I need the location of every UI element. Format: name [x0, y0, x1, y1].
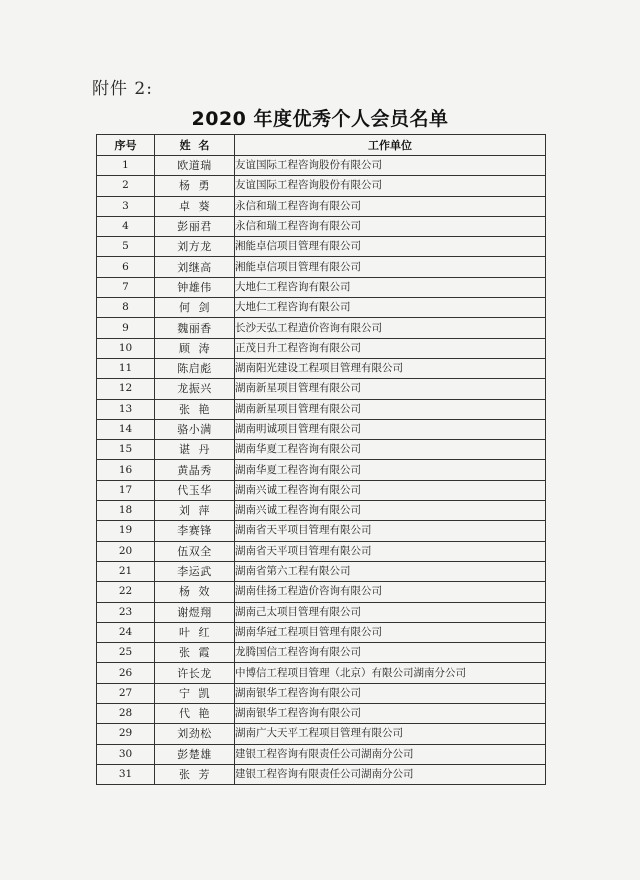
- member-name-cell: 欧道瑞: [155, 156, 235, 176]
- member-name-cell: 宁 凯: [155, 683, 235, 703]
- table-row: [97, 318, 546, 338]
- member-name-cell: 骆小满: [155, 419, 235, 439]
- table-row: [97, 764, 546, 784]
- work-unit-cell: 中博信工程项目管理（北京）有限公司湖南分公司: [235, 663, 546, 683]
- member-name-cell: 谢煜翔: [155, 602, 235, 622]
- member-name-cell: 顾 涛: [155, 338, 235, 358]
- header-serial-number: 序号: [97, 135, 155, 156]
- member-name-cell: 伍双全: [155, 541, 235, 561]
- serial-number-cell: 19: [97, 521, 155, 541]
- table-row: [97, 298, 546, 318]
- work-unit-cell: 长沙天弘工程造价咨询有限公司: [235, 318, 546, 338]
- member-name-cell: 卓 葵: [155, 196, 235, 216]
- serial-number-cell: 2: [97, 176, 155, 196]
- work-unit-cell: 建银工程咨询有限责任公司湖南分公司: [235, 764, 546, 784]
- table-row: [97, 744, 546, 764]
- table-body: [97, 156, 546, 785]
- member-name-cell: 李赛锋: [155, 521, 235, 541]
- table-row: [97, 176, 546, 196]
- member-name-cell: 龙振兴: [155, 379, 235, 399]
- member-name-cell: 张 芳: [155, 764, 235, 784]
- work-unit-cell: 正茂日升工程咨询有限公司: [235, 338, 546, 358]
- serial-number-cell: 31: [97, 764, 155, 784]
- member-name-cell: 张 霞: [155, 643, 235, 663]
- work-unit-cell: 湖南明诚项目管理有限公司: [235, 419, 546, 439]
- serial-number-cell: 20: [97, 541, 155, 561]
- work-unit-cell: 湖南新星项目管理有限公司: [235, 399, 546, 419]
- member-name-cell: 刘 萍: [155, 501, 235, 521]
- serial-number-cell: 24: [97, 622, 155, 642]
- header-name: 姓 名: [155, 135, 235, 156]
- work-unit-cell: 湖南佳扬工程造价咨询有限公司: [235, 582, 546, 602]
- member-name-cell: 李运武: [155, 561, 235, 581]
- table-row: [97, 216, 546, 236]
- work-unit-cell: 湘能卓信项目管理有限公司: [235, 237, 546, 257]
- table-row: [97, 480, 546, 500]
- serial-number-cell: 16: [97, 460, 155, 480]
- serial-number-cell: 13: [97, 399, 155, 419]
- serial-number-cell: 11: [97, 358, 155, 378]
- member-name-cell: 彭丽君: [155, 216, 235, 236]
- work-unit-cell: 湖南己太项目管理有限公司: [235, 602, 546, 622]
- table-row: [97, 561, 546, 581]
- work-unit-cell: 大地仁工程咨询有限公司: [235, 277, 546, 297]
- header-work-unit: 工作单位: [235, 135, 546, 156]
- work-unit-cell: 湖南省第六工程有限公司: [235, 561, 546, 581]
- table-row: [97, 683, 546, 703]
- serial-number-cell: 12: [97, 379, 155, 399]
- serial-number-cell: 15: [97, 440, 155, 460]
- page-title: 2020 年度优秀个人会员名单: [191, 108, 449, 130]
- work-unit-cell: 湖南银华工程咨询有限公司: [235, 683, 546, 703]
- serial-number-cell: 10: [97, 338, 155, 358]
- serial-number-cell: 9: [97, 318, 155, 338]
- member-name-cell: 杨 效: [155, 582, 235, 602]
- serial-number-cell: 27: [97, 683, 155, 703]
- member-name-cell: 叶 红: [155, 622, 235, 642]
- table-row: [97, 379, 546, 399]
- table-row: [97, 196, 546, 216]
- table-row: [97, 643, 546, 663]
- table-row: [97, 277, 546, 297]
- table-row: [97, 622, 546, 642]
- table-header-row: [97, 135, 546, 156]
- work-unit-cell: 永信和瑞工程咨询有限公司: [235, 196, 546, 216]
- serial-number-cell: 7: [97, 277, 155, 297]
- serial-number-cell: 8: [97, 298, 155, 318]
- work-unit-cell: 湖南华冠工程项目管理有限公司: [235, 622, 546, 642]
- table-row: [97, 460, 546, 480]
- serial-number-cell: 23: [97, 602, 155, 622]
- serial-number-cell: 25: [97, 643, 155, 663]
- work-unit-cell: 湖南华夏工程咨询有限公司: [235, 460, 546, 480]
- table-row: [97, 257, 546, 277]
- work-unit-cell: 龙腾国信工程咨询有限公司: [235, 643, 546, 663]
- table-row: [97, 237, 546, 257]
- table-row: [97, 724, 546, 744]
- work-unit-cell: 湖南阳光建设工程项目管理有限公司: [235, 358, 546, 378]
- serial-number-cell: 21: [97, 561, 155, 581]
- work-unit-cell: 湖南广大天平工程项目管理有限公司: [235, 724, 546, 744]
- table-row: [97, 419, 546, 439]
- attachment-label: 附件 2:: [92, 79, 153, 99]
- member-name-cell: 刘劲松: [155, 724, 235, 744]
- table-row: [97, 156, 546, 176]
- table-row: [97, 602, 546, 622]
- member-name-cell: 陈启彪: [155, 358, 235, 378]
- member-name-cell: 许长龙: [155, 663, 235, 683]
- work-unit-cell: 湖南兴诚工程咨询有限公司: [235, 501, 546, 521]
- table-row: [97, 399, 546, 419]
- work-unit-cell: 湖南银华工程咨询有限公司: [235, 704, 546, 724]
- member-name-cell: 钟雄伟: [155, 277, 235, 297]
- member-name-cell: 黄晶秀: [155, 460, 235, 480]
- member-name-cell: 彭楚雄: [155, 744, 235, 764]
- serial-number-cell: 5: [97, 237, 155, 257]
- work-unit-cell: 永信和瑞工程咨询有限公司: [235, 216, 546, 236]
- serial-number-cell: 1: [97, 156, 155, 176]
- table-row: [97, 501, 546, 521]
- serial-number-cell: 26: [97, 663, 155, 683]
- work-unit-cell: 大地仁工程咨询有限公司: [235, 298, 546, 318]
- work-unit-cell: 建银工程咨询有限责任公司湖南分公司: [235, 744, 546, 764]
- table-row: [97, 582, 546, 602]
- serial-number-cell: 3: [97, 196, 155, 216]
- member-name-cell: 何 剑: [155, 298, 235, 318]
- table-row: [97, 358, 546, 378]
- work-unit-cell: 湘能卓信项目管理有限公司: [235, 257, 546, 277]
- work-unit-cell: 湖南新星项目管理有限公司: [235, 379, 546, 399]
- member-name-cell: 刘继高: [155, 257, 235, 277]
- table-row: [97, 521, 546, 541]
- serial-number-cell: 4: [97, 216, 155, 236]
- serial-number-cell: 29: [97, 724, 155, 744]
- table-row: [97, 440, 546, 460]
- serial-number-cell: 22: [97, 582, 155, 602]
- table-row: [97, 541, 546, 561]
- serial-number-cell: 28: [97, 704, 155, 724]
- serial-number-cell: 30: [97, 744, 155, 764]
- member-name-cell: 代 艳: [155, 704, 235, 724]
- member-name-cell: 代玉华: [155, 480, 235, 500]
- member-name-cell: 谌 丹: [155, 440, 235, 460]
- serial-number-cell: 6: [97, 257, 155, 277]
- member-name-cell: 刘方龙: [155, 237, 235, 257]
- work-unit-cell: 友谊国际工程咨询股份有限公司: [235, 156, 546, 176]
- table-row: [97, 704, 546, 724]
- work-unit-cell: 湖南省天平项目管理有限公司: [235, 521, 546, 541]
- work-unit-cell: 湖南兴诚工程咨询有限公司: [235, 480, 546, 500]
- member-name-cell: 张 艳: [155, 399, 235, 419]
- member-name-cell: 魏丽香: [155, 318, 235, 338]
- serial-number-cell: 14: [97, 419, 155, 439]
- member-name-cell: 杨 勇: [155, 176, 235, 196]
- serial-number-cell: 18: [97, 501, 155, 521]
- work-unit-cell: 友谊国际工程咨询股份有限公司: [235, 176, 546, 196]
- table-row: [97, 338, 546, 358]
- member-table: [96, 134, 546, 785]
- work-unit-cell: 湖南华夏工程咨询有限公司: [235, 440, 546, 460]
- serial-number-cell: 17: [97, 480, 155, 500]
- work-unit-cell: 湖南省天平项目管理有限公司: [235, 541, 546, 561]
- table-row: [97, 663, 546, 683]
